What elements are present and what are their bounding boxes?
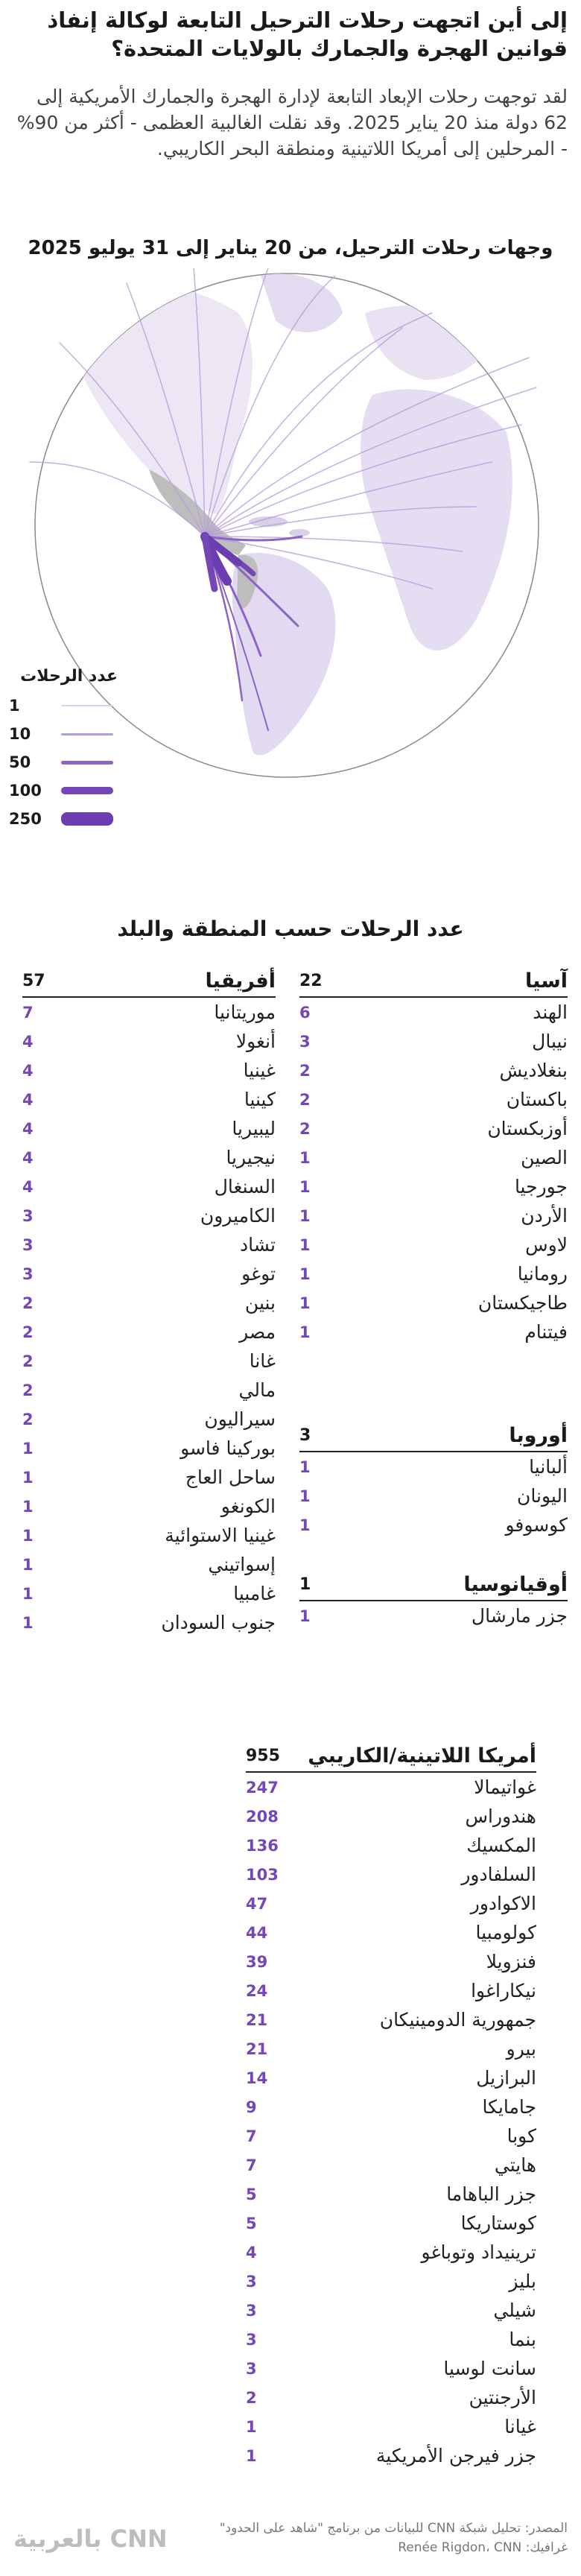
country-name: بوركينا فاسو <box>180 1437 276 1459</box>
flight-count: 7 <box>22 1003 34 1022</box>
country-name: رومانيا <box>517 1263 568 1285</box>
flight-count: 2 <box>246 2388 257 2407</box>
legend-line <box>61 761 113 765</box>
flight-count: 4 <box>22 1119 34 1138</box>
country-name: المكسيك <box>466 1835 536 1856</box>
flight-count: 3 <box>22 1206 34 1225</box>
flight-count: 24 <box>246 1981 268 2000</box>
country-name: الكونغو <box>220 1496 276 1517</box>
flight-count: 1 <box>299 1206 311 1225</box>
country-row <box>22 1056 276 1085</box>
country-name: غواتيمالا <box>474 1776 536 1798</box>
flight-count: 4 <box>22 1177 34 1196</box>
country-name: نيجيريا <box>226 1147 276 1168</box>
group-header <box>299 1420 568 1452</box>
country-name: جمهورية الدومينيكان <box>379 2009 536 2031</box>
group-total: 3 <box>299 1425 311 1445</box>
country-name: كينيا <box>244 1089 276 1110</box>
country-row <box>22 1579 276 1608</box>
country-row <box>246 1860 536 1889</box>
country-row <box>299 1288 568 1317</box>
country-row <box>246 2180 536 2209</box>
country-row <box>299 998 568 1027</box>
legend-label: 1 <box>9 697 20 715</box>
country-row <box>299 1259 568 1288</box>
group-total: 955 <box>246 1746 280 1765</box>
country-row <box>299 1027 568 1056</box>
country-name: شيلي <box>493 2300 536 2321</box>
cnn-arabic-logo: CNN بالعربية <box>13 2525 168 2553</box>
legend-line <box>61 705 113 706</box>
flight-count: 1 <box>22 1526 34 1545</box>
flight-count: 1 <box>22 1497 34 1516</box>
group-header <box>246 1740 536 1773</box>
country-row <box>246 2121 536 2151</box>
country-name: الأردن <box>521 1205 568 1227</box>
country-name: مصر <box>239 1321 276 1343</box>
country-name: جزر مارشال <box>471 1605 568 1627</box>
country-name: الكاميرون <box>200 1205 276 1227</box>
country-row <box>299 1510 568 1539</box>
country-name: ألبانيا <box>529 1456 568 1478</box>
flight-count: 44 <box>246 1923 268 1942</box>
intro-paragraph: لقد توجهت رحلات الإبعاد التابعة لإدارة الهجرة والجمارك الأمريكية إلى 62 دولة منذ 20 يناير 2025. وقد نقلت الغالبية العظمى - أكثر من 90% - المرحلين إلى أمريكا اللاتينية ومنطقة البحر الكاريبي. <box>16 86 568 159</box>
flight-count: 21 <box>246 2039 268 2058</box>
country-name: كولومبيا <box>475 1922 536 1943</box>
legend-title: عدد الرحلات <box>20 667 118 686</box>
flight-count: 4 <box>22 1032 34 1051</box>
breakdown-title: عدد الرحلات حسب المنطقة والبلد <box>117 917 464 941</box>
country-row <box>299 1056 568 1085</box>
flight-count: 4 <box>22 1090 34 1109</box>
flight-count: 3 <box>299 1032 311 1051</box>
country-name: بيرو <box>506 2038 536 2060</box>
flight-count: 2 <box>22 1323 34 1341</box>
country-row <box>246 2005 536 2034</box>
country-row <box>299 1317 568 1346</box>
country-name: بنغلاديش <box>499 1060 568 1081</box>
country-name: غينيا <box>243 1060 276 1081</box>
country-row <box>246 1831 536 1860</box>
country-row <box>22 1201 276 1230</box>
group-total: 22 <box>299 971 323 990</box>
country-name: بنين <box>244 1292 276 1314</box>
legend-row <box>0 776 127 805</box>
group-rows <box>299 998 568 1346</box>
group-header <box>299 965 568 998</box>
country-row <box>22 1143 276 1172</box>
group-latam <box>246 1740 536 2470</box>
country-name: هندوراس <box>465 1806 536 1827</box>
country-row <box>246 1976 536 2005</box>
country-name: كوبا <box>507 2125 536 2147</box>
flight-count: 1 <box>299 1323 311 1341</box>
country-row <box>22 1608 276 1637</box>
flight-count: 2 <box>22 1410 34 1428</box>
legend-row <box>0 720 127 748</box>
flight-count: 1 <box>299 1177 311 1196</box>
country-name: كوسوفو <box>505 1514 568 1536</box>
flight-count: 1 <box>22 1468 34 1487</box>
flight-count: 5 <box>246 2214 257 2232</box>
country-name: سيراليون <box>204 1408 276 1430</box>
group-name: أوقيانوسيا <box>463 1572 568 1596</box>
country-name: جزر فيرجن الأمريكية <box>375 2445 536 2466</box>
country-row <box>246 1802 536 1831</box>
flight-count: 3 <box>246 2330 257 2349</box>
flight-count: 6 <box>299 1003 311 1022</box>
country-name: ساحل العاج <box>185 1466 276 1488</box>
group-africa <box>22 965 276 1637</box>
country-name: السلفادور <box>461 1864 536 1885</box>
legend-row <box>0 692 127 720</box>
country-name: جزر الباهاما <box>446 2183 536 2205</box>
group-total: 1 <box>299 1575 311 1594</box>
country-row <box>22 998 276 1027</box>
country-name: باكستان <box>506 1089 568 1110</box>
source-note: المصدر: تحليل شبكة CNN للبيانات من برنامج "شاهد على الحدود" <box>219 2521 568 2536</box>
flight-count: 1 <box>299 1458 311 1476</box>
group-name: أمريكا اللاتينية/الكاريبي <box>308 1744 536 1768</box>
country-name: جامايكا <box>482 2096 536 2118</box>
flight-count: 1 <box>299 1235 311 1254</box>
flight-count: 14 <box>246 2069 268 2087</box>
country-name: طاجيكستان <box>477 1292 568 1314</box>
country-name: كوستاريكا <box>460 2212 536 2234</box>
group-oceania <box>299 1569 568 1630</box>
legend-row <box>0 805 127 833</box>
country-row <box>246 2151 536 2180</box>
group-rows <box>299 1601 568 1630</box>
flight-count: 1 <box>299 1607 311 1625</box>
country-name: تشاد <box>239 1234 276 1256</box>
country-name: نيكاراغوا <box>471 1980 536 2001</box>
flight-count: 3 <box>246 2359 257 2378</box>
flight-count: 1 <box>246 2417 257 2436</box>
country-row <box>246 2325 536 2354</box>
flight-count: 2 <box>22 1381 34 1399</box>
country-name: غينيا الاستوائية <box>165 1525 276 1546</box>
flight-count: 7 <box>246 2156 257 2174</box>
country-row <box>246 1889 536 1918</box>
country-name: فيتنام <box>524 1321 568 1343</box>
country-name: سانت لوسيا <box>443 2358 536 2379</box>
country-row <box>299 1085 568 1114</box>
group-header <box>22 965 276 998</box>
country-name: توغو <box>241 1263 276 1285</box>
flight-count: 4 <box>22 1061 34 1080</box>
country-name: الأرجنتين <box>469 2387 536 2408</box>
legend-label: 250 <box>9 810 42 828</box>
country-row <box>246 2412 536 2441</box>
flight-count: 1 <box>299 1265 311 1283</box>
group-header <box>299 1569 568 1601</box>
country-row <box>246 2267 536 2296</box>
flight-count: 2 <box>299 1119 311 1138</box>
flight-count: 2 <box>299 1061 311 1080</box>
group-asia <box>299 965 568 1346</box>
flight-count: 3 <box>246 2272 257 2291</box>
map-legend <box>0 667 127 833</box>
flight-count: 3 <box>22 1265 34 1283</box>
flight-count: 1 <box>299 1148 311 1167</box>
country-row <box>22 1114 276 1143</box>
country-name: هايتي <box>494 2154 536 2176</box>
country-name: ليبيريا <box>232 1118 276 1139</box>
country-name: أنغولا <box>235 1031 276 1052</box>
country-name: بليز <box>509 2270 536 2292</box>
legend-label: 10 <box>9 725 31 743</box>
flight-count: 1 <box>22 1613 34 1632</box>
country-name: موريتانيا <box>214 1001 276 1023</box>
country-row <box>246 1918 536 1947</box>
country-name: لاوس <box>525 1234 568 1256</box>
country-row <box>246 2238 536 2267</box>
flight-count: 9 <box>246 2098 257 2116</box>
country-row <box>22 1550 276 1579</box>
country-row <box>22 1376 276 1405</box>
country-row <box>246 1773 536 1802</box>
legend-line <box>61 812 113 826</box>
country-row <box>22 1405 276 1434</box>
country-row <box>299 1601 568 1630</box>
flight-count: 2 <box>22 1352 34 1370</box>
credit-note: غرافيك: Renée Rigdon، CNN <box>398 2540 568 2555</box>
legend-line <box>61 787 113 794</box>
country-row <box>22 1085 276 1114</box>
page-title: إلى أين اتجهت رحلات الترحيل التابعة لوكالة إنفاذ قوانين الهجرة والجمارك بالولايات المتحدة؟ <box>47 7 568 61</box>
flight-count: 103 <box>246 1865 279 1884</box>
country-name: الصين <box>521 1147 568 1168</box>
flight-count: 2 <box>299 1090 311 1109</box>
country-row <box>22 1259 276 1288</box>
country-name: الاكوادور <box>470 1893 536 1914</box>
legend-line <box>61 733 113 735</box>
flight-count: 3 <box>22 1235 34 1254</box>
flight-count: 4 <box>22 1148 34 1167</box>
country-row <box>299 1172 568 1201</box>
flight-count: 3 <box>246 2301 257 2320</box>
country-row <box>22 1492 276 1521</box>
flight-count: 4 <box>246 2243 257 2262</box>
map-title: وجهات رحلات الترحيل، من 20 يناير إلى 31 يوليو 2025 <box>28 237 553 259</box>
country-row <box>246 2209 536 2238</box>
group-europe <box>299 1420 568 1539</box>
flight-count: 1 <box>22 1439 34 1458</box>
flight-count: 1 <box>22 1584 34 1603</box>
flight-count: 136 <box>246 1836 279 1855</box>
country-row <box>299 1230 568 1259</box>
group-name: أفريقيا <box>205 969 276 993</box>
flight-count: 1 <box>246 2446 257 2465</box>
country-row <box>246 2441 536 2470</box>
flight-count: 247 <box>246 1778 279 1797</box>
group-rows <box>299 1452 568 1539</box>
group-name: آسيا <box>525 969 568 993</box>
country-name: أوزبكستان <box>487 1118 568 1139</box>
country-name: نيبال <box>532 1031 568 1052</box>
flight-count: 1 <box>299 1487 311 1505</box>
country-row <box>22 1463 276 1492</box>
country-row <box>246 2034 536 2063</box>
country-name: جنوب السودان <box>161 1612 276 1633</box>
country-row <box>22 1027 276 1056</box>
flight-count: 1 <box>22 1555 34 1574</box>
country-name: غيانا <box>504 2416 536 2437</box>
legend-label: 50 <box>9 753 31 771</box>
group-total: 57 <box>22 971 45 990</box>
country-row <box>22 1317 276 1346</box>
country-row <box>246 2063 536 2092</box>
country-row <box>22 1434 276 1463</box>
legend-row <box>0 748 127 776</box>
flight-count: 5 <box>246 2185 257 2203</box>
country-row <box>299 1452 568 1481</box>
country-row <box>299 1143 568 1172</box>
legend-label: 100 <box>9 782 42 800</box>
country-row <box>22 1521 276 1550</box>
country-row <box>22 1346 276 1376</box>
country-name: البرازيل <box>476 2067 536 2089</box>
group-rows <box>22 998 276 1637</box>
country-row <box>246 1947 536 1976</box>
country-name: جورجيا <box>514 1176 568 1197</box>
country-name: مالي <box>238 1379 276 1401</box>
country-name: السنغال <box>214 1176 276 1197</box>
country-row <box>299 1481 568 1510</box>
group-name: أوروبا <box>509 1423 568 1447</box>
country-row <box>246 2092 536 2121</box>
flight-count: 208 <box>246 1807 279 1826</box>
flight-count: 47 <box>246 1894 268 1913</box>
country-row <box>22 1288 276 1317</box>
country-name: الهند <box>533 1001 568 1023</box>
country-name: غامبيا <box>233 1583 276 1604</box>
country-row <box>299 1201 568 1230</box>
flight-count: 39 <box>246 1952 268 1971</box>
flight-count: 1 <box>299 1516 311 1534</box>
flight-count: 7 <box>246 2127 257 2145</box>
country-name: اليونان <box>517 1485 568 1507</box>
country-name: إسواتيني <box>208 1554 276 1575</box>
country-row <box>246 2383 536 2412</box>
flight-count: 2 <box>22 1294 34 1312</box>
country-name: ترينيداد وتوباغو <box>421 2241 536 2263</box>
country-row <box>22 1230 276 1259</box>
group-rows <box>246 1773 536 2470</box>
country-row <box>246 2296 536 2325</box>
country-name: غانا <box>249 1350 276 1372</box>
country-row <box>299 1114 568 1143</box>
country-name: فنزويلا <box>486 1951 536 1972</box>
flight-count: 21 <box>246 2010 268 2029</box>
flight-count: 1 <box>299 1294 311 1312</box>
country-name: بنما <box>509 2329 536 2350</box>
country-row <box>246 2354 536 2383</box>
country-row <box>22 1172 276 1201</box>
